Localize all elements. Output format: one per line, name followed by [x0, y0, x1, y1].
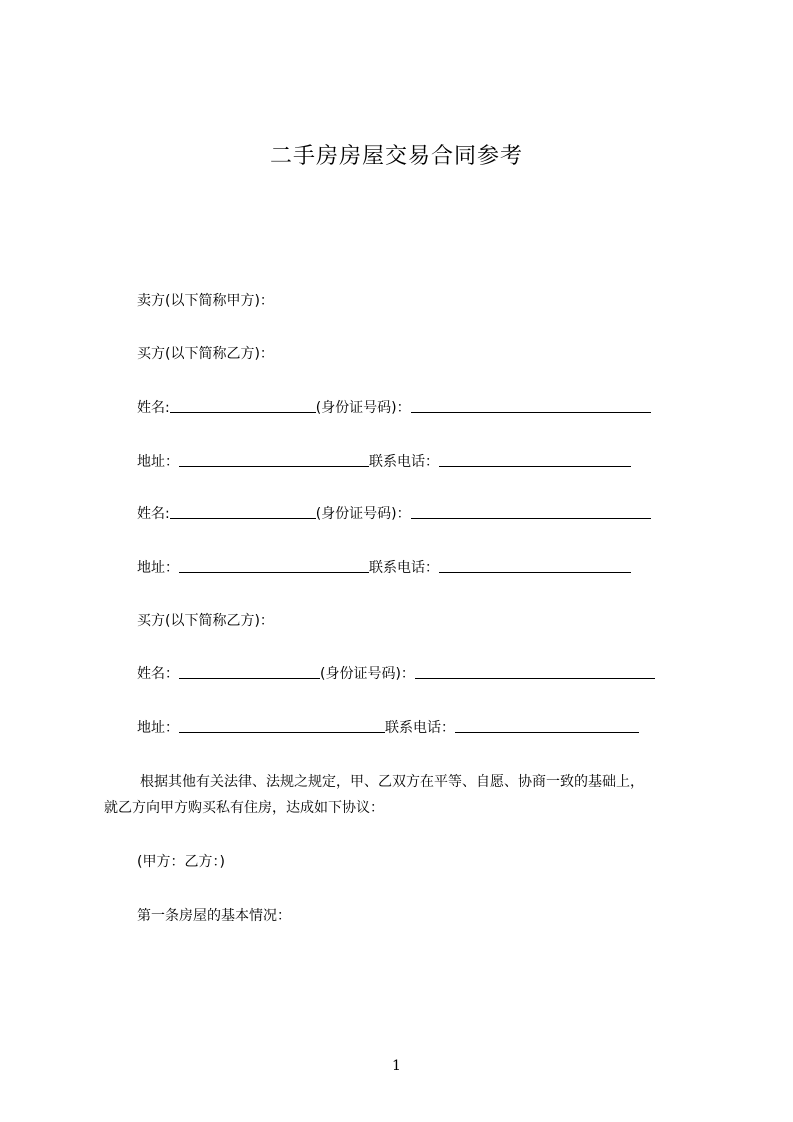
id-number-label: (身份证号码)： — [315, 506, 411, 522]
party-name-row-1 — [137, 398, 651, 418]
phone-blank[interactable] — [439, 452, 631, 467]
party-address-row-3 — [137, 718, 639, 738]
id-number-blank[interactable] — [411, 398, 651, 413]
seller-label: 卖方(以下简称甲方)： — [137, 293, 274, 309]
address-label: 地址： — [137, 720, 179, 736]
id-number-blank[interactable] — [411, 504, 651, 519]
buyer-label: 买方(以下简称乙方)： — [137, 346, 274, 362]
buyer-label: 买方(以下简称乙方)： — [137, 613, 274, 629]
address-blank[interactable] — [179, 718, 385, 733]
name-label: 姓名: — [137, 506, 170, 522]
article-1-heading: 第一条房屋的基本情况： — [137, 908, 291, 924]
phone-label: 联系电话： — [369, 454, 439, 470]
name-blank[interactable] — [179, 664, 320, 679]
page-title: 二手房房屋交易合同参考 — [269, 144, 523, 169]
name-blank[interactable] — [170, 504, 316, 519]
name-label: 姓名： — [137, 666, 179, 682]
address-blank[interactable] — [179, 558, 369, 573]
page-number: 1 — [392, 1058, 401, 1074]
intro-line-1: 根据其他有关法律、法规之规定，甲、乙双方在平等、自愿、协商一致的基础上， — [140, 774, 644, 790]
intro-paragraph — [104, 772, 724, 818]
party-address-row-2 — [137, 558, 631, 578]
party-name-row-2 — [137, 504, 651, 524]
intro-line-2: 就乙方向甲方购买私有住房，达成如下协议： — [104, 800, 384, 816]
phone-blank[interactable] — [455, 718, 639, 733]
party-address-row-1 — [137, 452, 631, 472]
party-name-row-3 — [137, 664, 655, 684]
name-blank[interactable] — [170, 398, 316, 413]
phone-label: 联系电话： — [369, 560, 439, 576]
address-blank[interactable] — [179, 452, 369, 467]
phone-label: 联系电话： — [385, 720, 455, 736]
parties-note: (甲方：乙方：) — [137, 854, 225, 870]
address-label: 地址： — [137, 454, 179, 470]
address-label: 地址： — [137, 560, 179, 576]
name-label: 姓名: — [137, 400, 170, 416]
id-number-label: (身份证号码)： — [315, 400, 411, 416]
id-number-blank[interactable] — [415, 664, 655, 679]
phone-blank[interactable] — [439, 558, 631, 573]
id-number-label: (身份证号码)： — [320, 666, 415, 682]
